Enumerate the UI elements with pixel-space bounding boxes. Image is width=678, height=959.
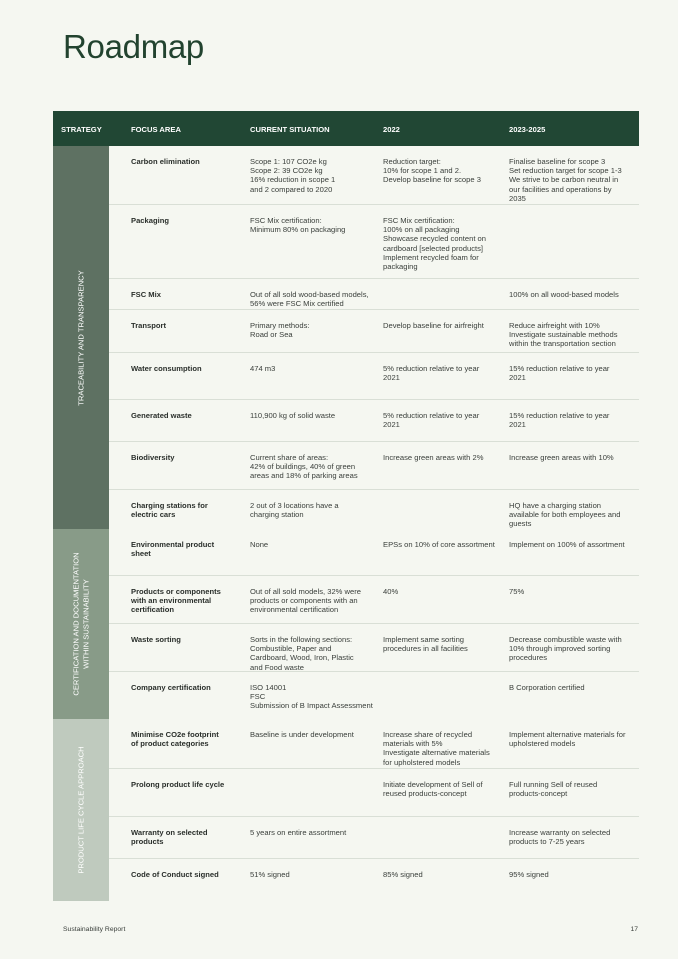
focus-area-cell: Transport: [131, 321, 167, 330]
focus-area-cell: Packaging: [131, 216, 169, 225]
current-situation-cell: 51% signed: [250, 870, 290, 879]
current-situation-cell: Out of all sold models, 32% were products or components with an environmental certification: [250, 587, 362, 615]
focus-area-cell: Generated waste: [131, 411, 192, 420]
current-situation-cell: Current share of areas: 42% of buildings, 40% of green areas and 18% of parking areas: [250, 453, 358, 481]
header-strategy: STRATEGY: [61, 125, 102, 134]
target-2022-cell: Implement same sorting procedures in all facilities: [383, 635, 468, 654]
current-situation-cell: Scope 1: 107 CO2e kg Scope 2: 39 CO2e kg 16% reduction in scope 1 and 2 compared to 2020: [250, 157, 336, 194]
current-situation-cell: 2 out of 3 locations have a charging station: [250, 501, 339, 520]
focus-area-cell: Water consumption: [131, 364, 202, 373]
strategy-band: [53, 719, 109, 901]
focus-area-cell: Environmental product sheet: [131, 540, 215, 559]
table-row: [109, 529, 639, 575]
table-row: [109, 278, 639, 310]
target-2023-2025-cell: Increase warranty on selected products to 7-25 years: [509, 828, 611, 847]
strategy-label: TRACEABILITY AND TRANSPARENCY: [76, 269, 86, 406]
table-row: [109, 352, 639, 400]
target-2023-2025-cell: 15% reduction relative to year 2021: [509, 364, 610, 383]
header-2022: 2022: [383, 125, 400, 134]
page-title: Roadmap: [63, 28, 204, 65]
table-row: [109, 816, 639, 859]
table-row: [109, 441, 639, 490]
focus-area-cell: Minimise CO2e footprint of product categories: [131, 730, 219, 749]
table-row: [109, 575, 639, 624]
target-2022-cell: 5% reduction relative to year 2021: [383, 364, 480, 383]
table-row: [109, 671, 639, 720]
target-2022-cell: Develop baseline for airfreight: [383, 321, 484, 330]
table-row: [109, 204, 639, 279]
table-header: [53, 111, 639, 146]
target-2023-2025-cell: 95% signed: [509, 870, 549, 879]
table-row: [109, 623, 639, 672]
focus-area-cell: Waste sorting: [131, 635, 181, 644]
focus-area-cell: Biodiversity: [131, 453, 175, 462]
focus-area-cell: Products or components with an environmental certification: [131, 587, 221, 615]
target-2023-2025-cell: 100% on all wood-based models: [509, 290, 619, 299]
target-2022-cell: Reduction target: 10% for scope 1 and 2. Develop baseline for scope 3: [383, 157, 481, 185]
target-2023-2025-cell: Decrease combustible waste with 10% through improved sorting procedures: [509, 635, 622, 663]
current-situation-cell: 110,900 kg of solid waste: [250, 411, 336, 420]
target-2023-2025-cell: Reduce airfreight with 10% Investigate sustainable methods within the transportation section: [509, 321, 618, 349]
target-2023-2025-cell: B Corporation certified: [509, 683, 585, 692]
current-situation-cell: None: [250, 540, 269, 549]
table-row: [109, 399, 639, 442]
focus-area-cell: Company certification: [131, 683, 211, 692]
target-2022-cell: 85% signed: [383, 870, 423, 879]
current-situation-cell: Out of all sold wood-based models, 56% were FSC Mix certified: [250, 290, 369, 309]
page-number: 17: [630, 926, 638, 933]
current-situation-cell: FSC Mix certification: Minimum 80% on packaging: [250, 216, 346, 235]
strategy-band: [53, 146, 109, 529]
header-2023-2025: 2023-2025: [509, 125, 546, 134]
target-2022-cell: Increase share of recycled materials with 5% Investigate alternative materials for upholstered models: [383, 730, 490, 767]
table-row: [109, 719, 639, 768]
target-2023-2025-cell: Full running Sell of reused products-concept: [509, 780, 598, 799]
target-2023-2025-cell: Finalise baseline for scope 3 Set reduction target for scope 1-3 We strive to be carbon neutral in our facilities and operations by 2035: [509, 157, 622, 203]
current-situation-cell: Primary methods: Road or Sea: [250, 321, 310, 340]
footer-report-name: Sustainability Report: [63, 926, 126, 933]
target-2023-2025-cell: Increase green areas with 10%: [509, 453, 614, 462]
table-row: [109, 309, 639, 353]
target-2022-cell: EPSs on 10% of core assortment: [383, 540, 495, 549]
target-2022-cell: 5% reduction relative to year 2021: [383, 411, 480, 430]
header-current-situation: CURRENT SITUATION: [250, 125, 330, 134]
focus-area-cell: Prolong product life cycle: [131, 780, 225, 789]
focus-area-cell: Warranty on selected products: [131, 828, 208, 847]
focus-area-cell: Charging stations for electric cars: [131, 501, 208, 520]
focus-area-cell: Carbon elimination: [131, 157, 200, 166]
table-row: [109, 146, 639, 204]
table-row: [109, 489, 639, 530]
current-situation-cell: 474 m3: [250, 364, 276, 373]
strategy-band: [53, 529, 109, 719]
target-2023-2025-cell: 15% reduction relative to year 2021: [509, 411, 610, 430]
target-2022-cell: 40%: [383, 587, 399, 596]
target-2023-2025-cell: Implement on 100% of assortment: [509, 540, 625, 549]
table-row: [109, 858, 639, 902]
strategy-label: PRODUCT LIFE CYCLE APPROACH: [76, 746, 86, 874]
current-situation-cell: ISO 14001 FSC Submission of B Impact Assessment: [250, 683, 373, 711]
target-2023-2025-cell: HQ have a charging station available for both employees and guests: [509, 501, 621, 529]
table-row: [109, 768, 639, 817]
target-2023-2025-cell: Implement alternative materials for upholstered models: [509, 730, 626, 749]
target-2022-cell: Increase green areas with 2%: [383, 453, 484, 462]
target-2023-2025-cell: 75%: [509, 587, 525, 596]
header-focus-area: FOCUS AREA: [131, 125, 181, 134]
strategy-label: CERTIFICATION AND DOCUMENTATION WITHIN SUSTAINABILITY: [71, 552, 90, 696]
focus-area-cell: Code of Conduct signed: [131, 870, 219, 879]
target-2022-cell: FSC Mix certification: 100% on all packaging Showcase recycled content on cardboard [selected products] Implement recycled foam for packaging: [383, 216, 486, 272]
focus-area-cell: FSC Mix: [131, 290, 161, 299]
current-situation-cell: Sorts in the following sections: Combustible, Paper and Cardboard, Wood, Iron, Plastic and Food waste: [250, 635, 354, 672]
current-situation-cell: 5 years on entire assortment: [250, 828, 347, 837]
target-2022-cell: Initiate development of Sell of reused products-concept: [383, 780, 483, 799]
current-situation-cell: Baseline is under development: [250, 730, 354, 739]
